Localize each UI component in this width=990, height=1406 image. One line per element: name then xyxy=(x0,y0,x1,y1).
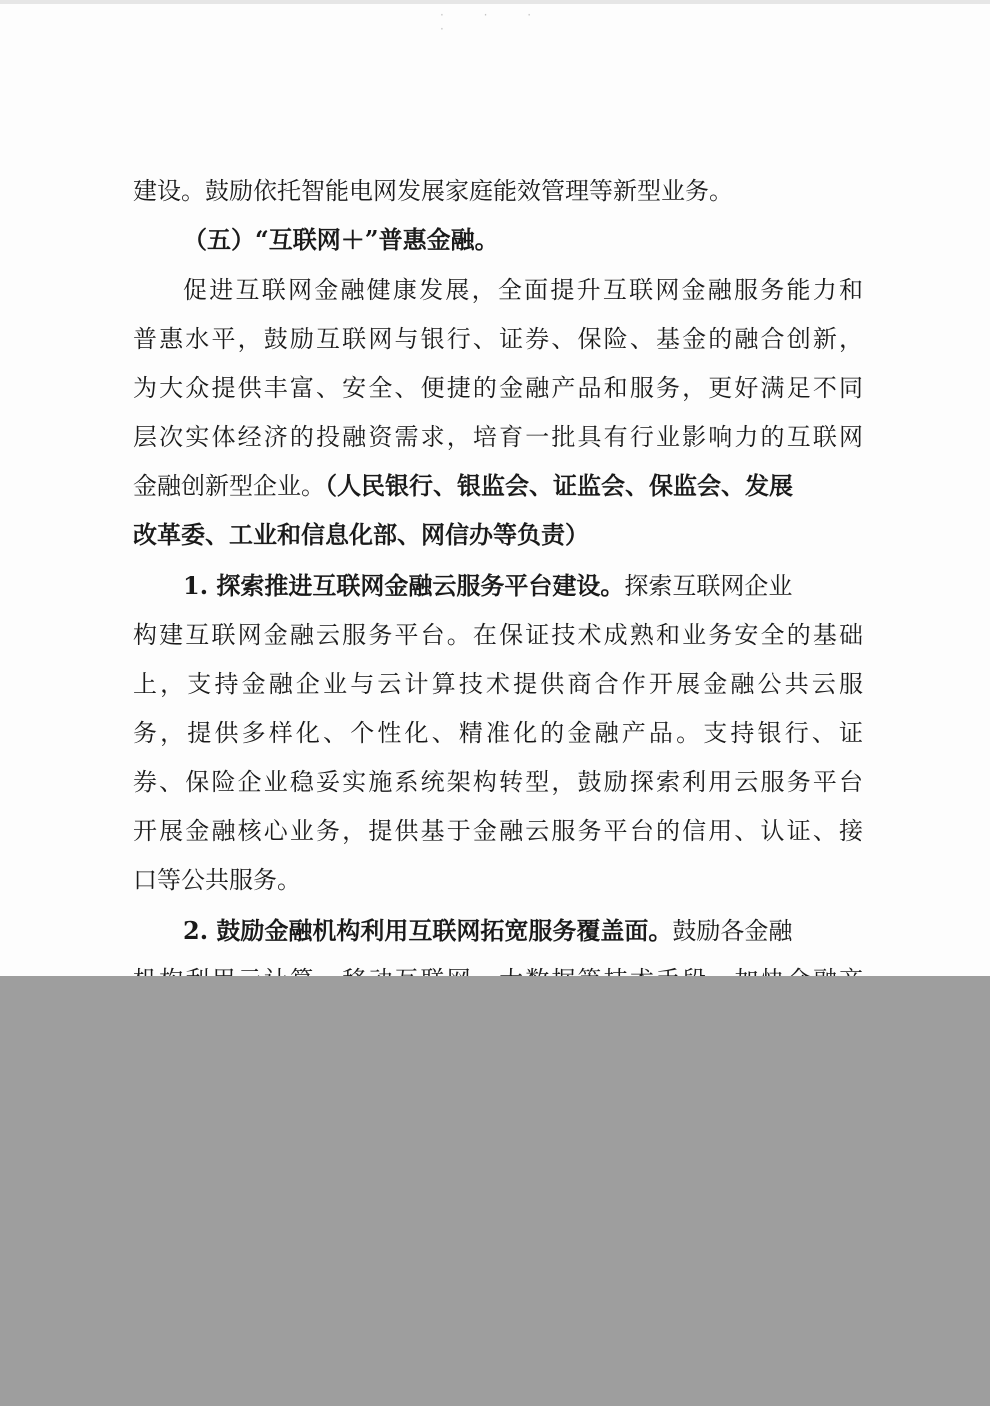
paragraph-line: 口等公共服务。 xyxy=(133,866,301,894)
paragraph-line: 务，提供多样化、个性化、精准化的金融产品。支持银行、证 xyxy=(133,719,863,747)
paragraph-line: 券、保险企业稳妥实施系统架构转型，鼓励探索利用云服务平台 xyxy=(133,768,863,796)
redaction-cover xyxy=(0,976,990,1406)
item-heading: 1. 探索推进互联网金融云服务平台建设。 xyxy=(183,571,625,600)
text-line: 建设。鼓励依托智能电网发展家庭能效管理等新型业务。 xyxy=(133,177,733,205)
paragraph-line: 普惠水平，鼓励互联网与银行、证券、保险、基金的融合创新， xyxy=(133,325,863,353)
paragraph-text: 金融创新型企业。 xyxy=(133,472,325,500)
item-heading-line xyxy=(183,566,863,606)
item-text: 探索互联网企业 xyxy=(624,572,793,600)
scan-edge xyxy=(0,0,990,4)
paragraph-line: 构建互联网金融云服务平台。在保证技术成熟和业务安全的基础 xyxy=(133,621,863,649)
paragraph-line: 上，支持金融企业与云计算技术提供商合作开展金融公共云服 xyxy=(133,670,863,698)
item-heading-line xyxy=(183,911,863,951)
paragraph-line: 促进互联网金融健康发展，全面提升互联网金融服务能力和 xyxy=(183,276,863,304)
paragraph-line: 层次实体经济的投融资需求，培育一批具有行业影响力的互联网 xyxy=(133,423,863,451)
paragraph-line xyxy=(133,466,863,506)
responsible-departments: （人民银行、银监会、证监会、保监会、发展 xyxy=(325,471,793,500)
paragraph-line: 开展金融核心业务，提供基于金融云服务平台的信用、认证、接 xyxy=(133,817,863,845)
item-text: 鼓励各金融 xyxy=(672,917,793,945)
scan-artifact: · · · · xyxy=(440,8,550,36)
item-heading: 2. 鼓励金融机构利用互联网拓宽服务覆盖面。 xyxy=(183,916,673,945)
paragraph-line: 为大众提供丰富、安全、便捷的金融产品和服务，更好满足不同 xyxy=(133,374,863,402)
responsible-departments-line: 改革委、工业和信息化部、网信办等负责） xyxy=(133,520,589,549)
section-heading: （五）“互联网＋”普惠金融。 xyxy=(183,225,499,254)
